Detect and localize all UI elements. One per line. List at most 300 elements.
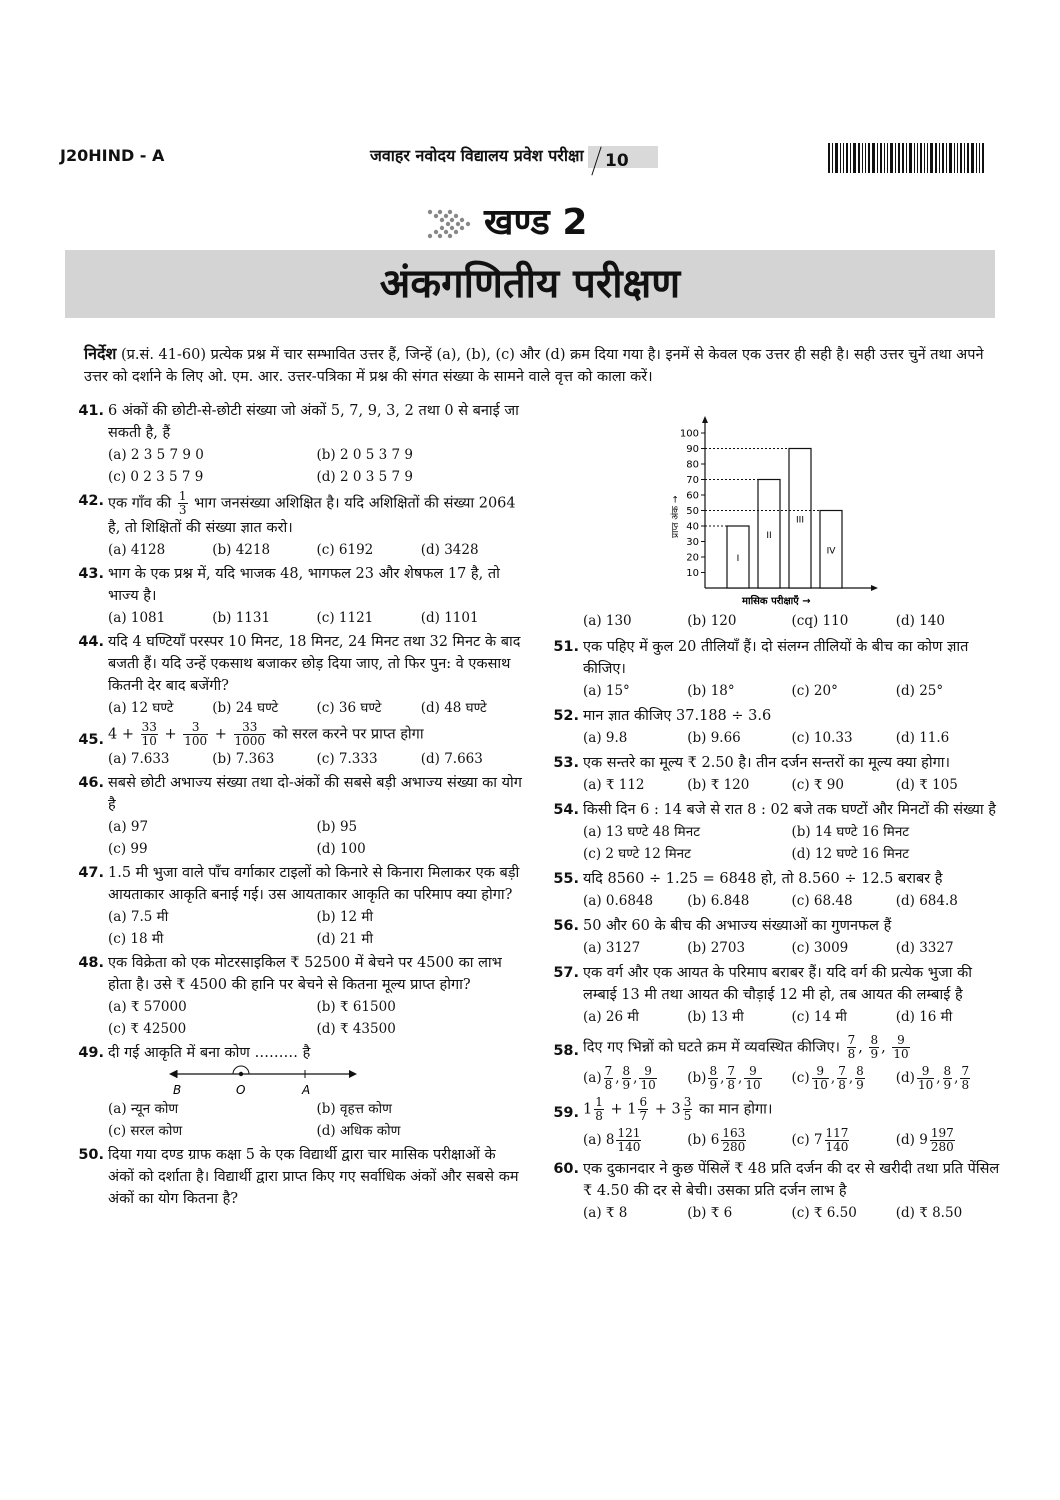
option-b[interactable]: (b) 95: [316, 819, 358, 835]
question-42: [70, 490, 525, 561]
fraction: [622, 1065, 632, 1092]
numerator: 9: [812, 1065, 829, 1079]
denominator: 100: [184, 734, 208, 748]
whole: 9: [919, 1132, 928, 1148]
fraction: [855, 1065, 865, 1092]
denominator: 9: [622, 1078, 631, 1092]
option-d[interactable]: (d) 21 मी: [316, 931, 374, 947]
fraction: [638, 1096, 648, 1123]
fraction: [178, 490, 188, 517]
option-a[interactable]: (a) ₹ 112: [583, 777, 645, 793]
option-a[interactable]: (a) 26 मी: [583, 1009, 639, 1025]
denominator: 8: [847, 1047, 856, 1061]
numerator: 9: [917, 1065, 934, 1079]
left-column: [70, 400, 525, 1210]
question-50: [70, 1144, 525, 1210]
question-number: 49.: [78, 1045, 104, 1061]
question-number: 56.: [553, 918, 579, 934]
figure-label-o: O: [236, 1083, 246, 1097]
question-number: 50.: [78, 1147, 104, 1163]
denominator: 5: [683, 1109, 692, 1123]
option-label: (b): [687, 1070, 707, 1086]
question-text: सबसे छोटी अभाज्य संख्या तथा दो-अंकों की सबसे बड़ी अभाज्य संख्या का योग है: [108, 775, 522, 813]
barcode-bar: [846, 143, 848, 173]
denominator: 8: [838, 1078, 846, 1092]
option-c[interactable]: (c) 0 2 3 5 7 9: [108, 469, 204, 485]
question-text-part: एक गाँव की: [108, 495, 172, 512]
y-tick-label: 40: [686, 521, 699, 533]
fraction: [943, 1065, 953, 1092]
question-54: [545, 799, 1000, 865]
question-number: 57.: [553, 965, 579, 981]
question-number: 44.: [78, 634, 104, 650]
question-text-part: को सरल करने पर प्राप्त होगा: [272, 726, 424, 743]
numerator: 121: [617, 1126, 641, 1140]
option-a[interactable]: (a) 7.633: [108, 751, 170, 767]
option-b[interactable]: (b) ₹ 6: [687, 1205, 733, 1221]
option-b[interactable]: [687, 1127, 791, 1154]
option-b[interactable]: (b) 2703: [687, 940, 746, 956]
option-a[interactable]: (a) $\frac{7}{8}$ , $\frac{8}{9}$ , $\frac{9}{10}$: [583, 1064, 656, 1092]
whole: 1: [627, 1101, 637, 1118]
option-a[interactable]: (a) 9.8: [583, 730, 628, 746]
option-c[interactable]: (c) 2 घण्टे 12 मिनट: [583, 846, 691, 862]
option-b[interactable]: (b) 4218: [212, 542, 271, 558]
bar-label: III: [796, 515, 804, 526]
fraction: [930, 1127, 955, 1154]
option-b[interactable]: (b) 1131: [212, 610, 271, 626]
numerator: 7: [604, 1064, 613, 1078]
fraction: [812, 1065, 829, 1092]
option-label: (c): [791, 1132, 810, 1148]
question-41: [70, 400, 525, 488]
question-number: 52.: [553, 708, 579, 724]
expr-part: +: [214, 726, 227, 743]
denominator: 7: [639, 1109, 648, 1123]
barcode-bar: [858, 143, 860, 173]
denominator: 9: [943, 1078, 952, 1092]
question-text: यदि 4 घण्टियाँ परस्पर 10 मिनट, 18 मिनट, 24 मिनट तथा 32 मिनट के बाद बजती हैं। यदि उन्हें एकसाथ बजाकर छोड़ दिया जाए, तो फिर पुन: वे एकसाथ कितनी देर बाद बजेंगी?: [108, 634, 521, 694]
fraction: [869, 1034, 879, 1061]
whole: 3: [671, 1101, 681, 1118]
bar-label: IV: [826, 546, 836, 557]
barcode-bar: [828, 143, 830, 173]
numerator: 3: [183, 721, 208, 735]
barcode-bar: [906, 143, 907, 173]
question-number: 59.: [553, 1105, 579, 1121]
barcode-bar: [868, 143, 870, 173]
question-text: मान ज्ञात कीजिए 37.188 ÷ 3.6: [583, 708, 772, 724]
y-axis-arrow-icon: [702, 416, 708, 423]
y-tick-label: 60: [686, 490, 699, 502]
barcode-bar: [979, 143, 980, 173]
question-text: एक पहिए में कुल 20 तीलियाँ हैं। दो संलग्न तीलियों के बीच का कोण ज्ञात कीजिए।: [583, 639, 969, 677]
option-label: (d): [895, 1132, 915, 1148]
option-b[interactable]: (b) 9.66: [687, 730, 741, 746]
option-d[interactable]: (d) 7.663: [420, 751, 483, 767]
x-axis-arrow-icon: [871, 585, 878, 591]
exam-title: जवाहर नवोदय विद्यालय प्रवेश परीक्षा: [370, 146, 584, 165]
chart-ylabel: प्राप्त अंक →: [671, 495, 681, 538]
option-b[interactable]: (b) 24 घण्टे: [212, 700, 279, 716]
question-text: दी गई आकृति में बना कोण ……… है: [108, 1045, 311, 1061]
denominator: 280: [722, 1140, 746, 1154]
barcode-bar: [946, 143, 947, 173]
barcode-bar: [832, 143, 833, 173]
barcode-bar: [887, 143, 888, 173]
option-c[interactable]: (c) 10.33: [791, 730, 853, 746]
question-text: एक सन्तरे का मूल्य ₹ 2.50 है। तीन दर्जन सन्तरों का मूल्य क्या होगा।: [583, 755, 951, 771]
option-label: (d): [895, 1070, 915, 1086]
barcode-bar: [982, 143, 984, 173]
option-a[interactable]: (a) 130: [583, 613, 632, 629]
question-number: 53.: [553, 755, 579, 771]
option-d[interactable]: [896, 1127, 1000, 1154]
numerator: 33: [234, 721, 267, 735]
denominator: 10: [917, 1078, 934, 1092]
question-number: 58.: [553, 1043, 579, 1059]
option-a[interactable]: (a) 3127: [583, 940, 641, 956]
barcode-bar: [942, 143, 944, 173]
option-d[interactable]: (d) $\frac{9}{10}$ , $\frac{8}{9}$ , $\frac{7}{8}$: [895, 1064, 970, 1092]
numerator: 1: [178, 489, 187, 503]
question-text: दिया गया दण्ड ग्राफ कक्षा 5 के एक विद्यार्थी द्वारा चार मासिक परीक्षाओं के अंकों को दर्शाता है। विद्यार्थी द्वारा प्राप्त किए गए सर्वाधिक अंकों और सबसे कम अंकों का योग कितना है?: [108, 1147, 519, 1207]
barcode-bar: [954, 143, 955, 173]
option-a[interactable]: (a) न्यून कोण: [108, 1101, 179, 1117]
numerator: 117: [825, 1126, 849, 1140]
y-tick-label: 10: [686, 568, 699, 579]
y-tick-label: 90: [686, 444, 699, 455]
section-title: अंकगणितीय परीक्षण: [379, 261, 681, 307]
barcode-bar: [843, 143, 844, 173]
fraction: [917, 1065, 934, 1092]
question-text-part: दिए गए भिन्नों को घटते क्रम में व्यवस्थित कीजिए।: [583, 1039, 840, 1056]
barcode-bar: [960, 143, 962, 173]
option-d[interactable]: (d) ₹ 105: [895, 777, 958, 793]
option-c[interactable]: (c) ₹ 90: [791, 777, 844, 793]
question-45: [70, 721, 525, 770]
fraction: [825, 1127, 850, 1154]
fraction: [604, 1065, 614, 1092]
option-c[interactable]: (c) 3009: [791, 940, 849, 956]
option-c[interactable]: (c) 7.333: [316, 751, 378, 767]
question-46: [70, 772, 525, 860]
fraction: [594, 1096, 604, 1123]
barcode-bar: [920, 143, 922, 173]
option-a[interactable]: (a) 7.5 मी: [108, 909, 169, 925]
option-c[interactable]: (c) 18 मी: [108, 931, 164, 947]
question-number: 45.: [78, 732, 104, 748]
question-44: [70, 631, 525, 719]
question-text: एक दुकानदार ने कुछ पेंसिलें ₹ 48 प्रति दर्जन की दर से खरीदी तथा प्रति पेंसिल ₹ 4.50 की दर से बेची। उसका प्रति दर्जन लाभ है: [583, 1161, 1000, 1199]
option-d[interactable]: (d) 25°: [895, 683, 944, 699]
barcode-bar: [884, 143, 885, 173]
barcode-bar: [872, 143, 875, 173]
option-d[interactable]: (d) 3428: [420, 542, 479, 558]
question-number: 46.: [78, 775, 104, 791]
denominator: 140: [617, 1140, 641, 1154]
option-c[interactable]: (c) 20°: [791, 683, 838, 699]
fraction: [744, 1065, 761, 1092]
option-a[interactable]: (a) 4128: [108, 542, 166, 558]
option-b[interactable]: (b) 13 मी: [687, 1009, 744, 1025]
question-number: 47.: [78, 865, 104, 881]
barcode-bar: [865, 143, 866, 173]
denominator: 8: [604, 1078, 613, 1092]
question-text: यदि 8560 ÷ 1.25 = 6848 हो, तो 8.560 ÷ 12.5 बराबर है: [583, 871, 943, 887]
option-b[interactable]: (b) 6.848: [687, 893, 750, 909]
option-b[interactable]: (b) वृहत्त कोण: [316, 1101, 392, 1117]
question-51: [545, 636, 1000, 702]
denominator: 280: [930, 1140, 954, 1154]
question-52: [545, 705, 1000, 749]
option-c[interactable]: (c) 68.48: [791, 893, 853, 909]
option-d[interactable]: (d) 16 मी: [895, 1009, 953, 1025]
option-c[interactable]: [792, 1127, 896, 1154]
option-c[interactable]: (c) सरल कोण: [108, 1123, 183, 1139]
y-tick-label: 30: [686, 537, 699, 548]
barcode-bar: [890, 143, 893, 173]
question-58: [545, 1034, 1000, 1092]
barcode-bar: [939, 143, 940, 173]
option-a[interactable]: (a) 12 घण्टे: [108, 700, 174, 716]
numerator: 9: [639, 1065, 656, 1079]
question-number: 60.: [553, 1161, 579, 1177]
option-c[interactable]: (cq) 110: [791, 613, 849, 629]
option-c[interactable]: (c) 99: [108, 841, 148, 857]
question-56: [545, 915, 1000, 959]
question-43: [70, 563, 525, 629]
option-d[interactable]: (d) अधिक कोण: [316, 1123, 401, 1139]
option-label: (a): [583, 1070, 602, 1086]
barcode-bar: [927, 143, 928, 173]
y-tick-label: 80: [686, 459, 699, 471]
option-a[interactable]: (a) 2 3 5 7 9 0: [108, 447, 204, 463]
fraction: [960, 1065, 970, 1092]
barcode-bar: [902, 143, 904, 173]
numerator: 3: [683, 1095, 692, 1109]
expr-part: +: [164, 726, 177, 743]
option-c[interactable]: (c) ₹ 6.50: [791, 1205, 857, 1221]
denominator: 9: [709, 1078, 718, 1092]
question-text: किसी दिन 6 : 14 बजे से रात 8 : 02 बजे तक घण्टों और मिनटों की संख्या है: [583, 802, 996, 818]
marks-bar-chart: [660, 408, 880, 608]
question-number: 43.: [78, 566, 104, 582]
barcode-bar: [976, 143, 977, 173]
section-title-band: [65, 250, 995, 318]
fraction: [141, 721, 158, 748]
option-a[interactable]: (a) 97: [108, 819, 149, 835]
question-text: दिए गए भिन्नों को घटते क्रम में व्यवस्थित कीजिए। $\frac{7}{8}$ , $\frac{8}{9}$ , $\frac{9}{10}$: [583, 1033, 909, 1061]
barcode-bar: [895, 143, 896, 173]
numerator: 8: [870, 1033, 879, 1047]
fraction: [721, 1127, 746, 1154]
numerator: 6: [639, 1095, 648, 1109]
barcode-bar: [935, 143, 937, 173]
option-d[interactable]: (d) 48 घण्टे: [420, 700, 487, 716]
barcode-bar: [917, 143, 918, 173]
option-d[interactable]: (d) 12 घण्टे 16 मिनट: [791, 846, 910, 862]
question-number: 48.: [78, 955, 104, 971]
option-b[interactable]: (b) 2 0 5 3 7 9: [316, 447, 413, 463]
barcode-bar: [964, 143, 965, 173]
chart-xlabel: मासिक परीक्षाएँ →: [742, 596, 811, 607]
question-text: [108, 721, 525, 748]
option-b[interactable]: (b) 120: [687, 613, 737, 629]
question-text-part: का मान होगा।: [698, 1101, 773, 1118]
option-a[interactable]: (a) ₹ 57000: [108, 999, 187, 1015]
barcode-bar: [853, 143, 856, 173]
denominator: 10: [745, 1078, 761, 1092]
barcode-bar: [898, 143, 900, 173]
numerator: 163: [722, 1126, 746, 1140]
option-c[interactable]: (c) 36 घण्टे: [316, 700, 382, 716]
question-49: [70, 1042, 525, 1142]
option-d[interactable]: (d) 100: [316, 841, 366, 857]
option-c[interactable]: (c) 14 मी: [791, 1009, 847, 1025]
page-number: 10: [605, 151, 629, 171]
option-d[interactable]: (d) 1101: [420, 610, 479, 626]
denominator: 8: [961, 1078, 970, 1092]
fraction: [726, 1065, 736, 1092]
bar-label: I: [736, 554, 740, 564]
option-a[interactable]: (a) 1081: [108, 610, 166, 626]
instructions-lead: निर्देश: [84, 344, 117, 363]
option-b[interactable]: (b) ₹ 120: [687, 777, 750, 793]
numerator: 197: [930, 1126, 954, 1140]
right-column: [545, 610, 1000, 1224]
option-c[interactable]: (c) $\frac{9}{10}$ , $\frac{7}{8}$ , $\frac{8}{9}$: [791, 1064, 864, 1092]
barcode-bar: [880, 143, 882, 173]
question-number: 41.: [78, 403, 104, 419]
barcode-bar: [835, 143, 838, 173]
barcode-bar: [840, 143, 841, 173]
fraction: [616, 1127, 641, 1154]
whole: 7: [813, 1132, 823, 1148]
option-a[interactable]: (a) 0.6848: [583, 893, 654, 909]
option-b[interactable]: (b) 12 मी: [316, 909, 374, 925]
whole: 8: [605, 1132, 615, 1148]
barcode-bar: [967, 143, 969, 173]
question-number: 42.: [78, 493, 104, 509]
option-label: (c): [791, 1070, 810, 1086]
question-text: 1 $\frac{1}{8}$ + 1 $\frac{6}{7}$ + 3 $\frac{3}{5}$ का मान होगा।: [583, 1095, 773, 1123]
whole: 6: [710, 1132, 720, 1148]
y-tick-label: 20: [686, 552, 699, 564]
option-a[interactable]: (a) 13 घण्टे 48 मिनट: [583, 824, 701, 840]
figure-label-b: B: [173, 1083, 182, 1097]
instructions-text: (प्र.सं. 41-60) प्रत्येक प्रश्न में चार सम्भावित उत्तर हैं, जिन्हें (a), (b), (c) और (d) क्रम दिया गया है। इनमें से केवल एक उत्तर ही सही है। सही उत्तर चुनें तथा अपने उत्तर को दर्शाने के लिए ओ. एम. आर. उत्तर-पत्रिका में प्रश्न की संगत संख्या के सामने वाले वृत्त को काला करें।: [84, 347, 984, 385]
y-tick-label: 50: [686, 506, 699, 517]
question-60: [545, 1158, 1000, 1224]
question-48: [70, 952, 525, 1040]
question-text: 1.5 मी भुजा वाले पाँच वर्गाकार टाइलों को किनारे से किनारा मिलाकर एक बड़ी आयताकार आकृति बनाई गई। उस आयताकार आकृति का परिमाप क्या होगा?: [108, 865, 520, 903]
denominator: 10: [141, 734, 157, 748]
numerator: 7: [961, 1064, 970, 1078]
numerator: 7: [847, 1033, 856, 1047]
numerator: 9: [744, 1065, 761, 1079]
instructions: [84, 343, 994, 388]
option-a[interactable]: [583, 1127, 687, 1154]
option-c[interactable]: (c) 1121: [316, 610, 374, 626]
barcode: [828, 143, 998, 173]
denominator: 8: [727, 1078, 736, 1092]
option-c[interactable]: (c) 6192: [316, 542, 374, 558]
fraction: [639, 1065, 656, 1092]
option-b[interactable]: (b) 18°: [687, 683, 735, 699]
option-d[interactable]: (d) 3327: [895, 940, 954, 956]
option-d[interactable]: (d) 11.6: [895, 730, 950, 746]
option-d[interactable]: (d) 140: [895, 613, 945, 629]
expr-part: 4 +: [108, 726, 134, 743]
option-c[interactable]: (c) ₹ 42500: [108, 1021, 187, 1037]
option-b[interactable]: (b) $\frac{8}{9}$ , $\frac{7}{8}$ , $\frac{9}{10}$: [687, 1064, 761, 1092]
straight-angle-figure: [163, 1064, 363, 1098]
numerator: 8: [622, 1064, 631, 1078]
option-b[interactable]: (b) 7.363: [212, 751, 275, 767]
question-text: एक वर्ग और एक आयत के परिमाप बराबर हैं। यदि वर्ग की प्रत्येक भुजा की लम्बाई 13 मी तथा आयत की चौड़ाई 12 मी हो, तब आयत की लम्बाई है: [583, 965, 972, 1003]
option-d[interactable]: (d) ₹ 8.50: [895, 1205, 963, 1221]
question-55: [545, 868, 1000, 912]
barcode-bar: [971, 143, 974, 173]
y-tick-label: 100: [679, 428, 699, 440]
option-d[interactable]: (d) ₹ 43500: [316, 1021, 396, 1037]
y-tick-label: 70: [686, 475, 699, 486]
page-slash-divider: [591, 147, 601, 176]
option-label: (a): [583, 1132, 602, 1148]
denominator: 10: [640, 1078, 656, 1092]
barcode-bar: [930, 143, 933, 173]
option-b[interactable]: (b) ₹ 61500: [316, 999, 396, 1015]
section-label: खण्ड 2: [484, 202, 588, 243]
paper-code: J20HIND - A: [60, 146, 165, 165]
question-text: [108, 490, 525, 539]
question-number: 54.: [553, 802, 579, 818]
figure-label-a: A: [302, 1083, 311, 1097]
numerator: 9: [892, 1034, 909, 1048]
question-59: [545, 1096, 1000, 1154]
denominator: 10: [812, 1078, 828, 1092]
denominator: 140: [825, 1140, 849, 1154]
section-arrows-icon: [424, 206, 474, 242]
barcode-bar: [909, 143, 912, 173]
fraction: [837, 1065, 847, 1092]
question-number: 55.: [553, 871, 579, 887]
option-d[interactable]: (d) 684.8: [895, 893, 958, 909]
fraction: [892, 1034, 909, 1061]
option-a[interactable]: (a) ₹ 8: [583, 1205, 628, 1221]
barcode-bar: [877, 143, 878, 173]
option-b[interactable]: (b) 14 घण्टे 16 मिनट: [791, 824, 910, 840]
question-number: 51.: [553, 639, 579, 655]
fraction: [708, 1065, 718, 1092]
numerator: 7: [838, 1064, 846, 1078]
question-text-part: भाग जनसंख्या अशिक्षित है। यदि अशिक्षितों की संख्या 2064 है, तो शिक्षितों की संख्या ज्ञात करो।: [108, 495, 516, 536]
question-57: [545, 962, 1000, 1028]
numerator: 8: [856, 1064, 864, 1078]
fraction: [234, 721, 267, 748]
option-d[interactable]: (d) 2 0 3 5 7 9: [316, 469, 413, 485]
denominator: 10: [893, 1047, 909, 1061]
option-a[interactable]: (a) 15°: [583, 683, 630, 699]
fraction: [683, 1096, 693, 1123]
denominator: 9: [856, 1078, 864, 1092]
q50-options: [545, 610, 1000, 632]
bar-label: II: [766, 530, 772, 541]
barcode-bar: [949, 143, 952, 173]
question-text: 50 और 60 के बीच की अभाज्य संख्याओं का गुणनफल हैं: [583, 918, 892, 934]
page-number-box: [588, 146, 658, 171]
